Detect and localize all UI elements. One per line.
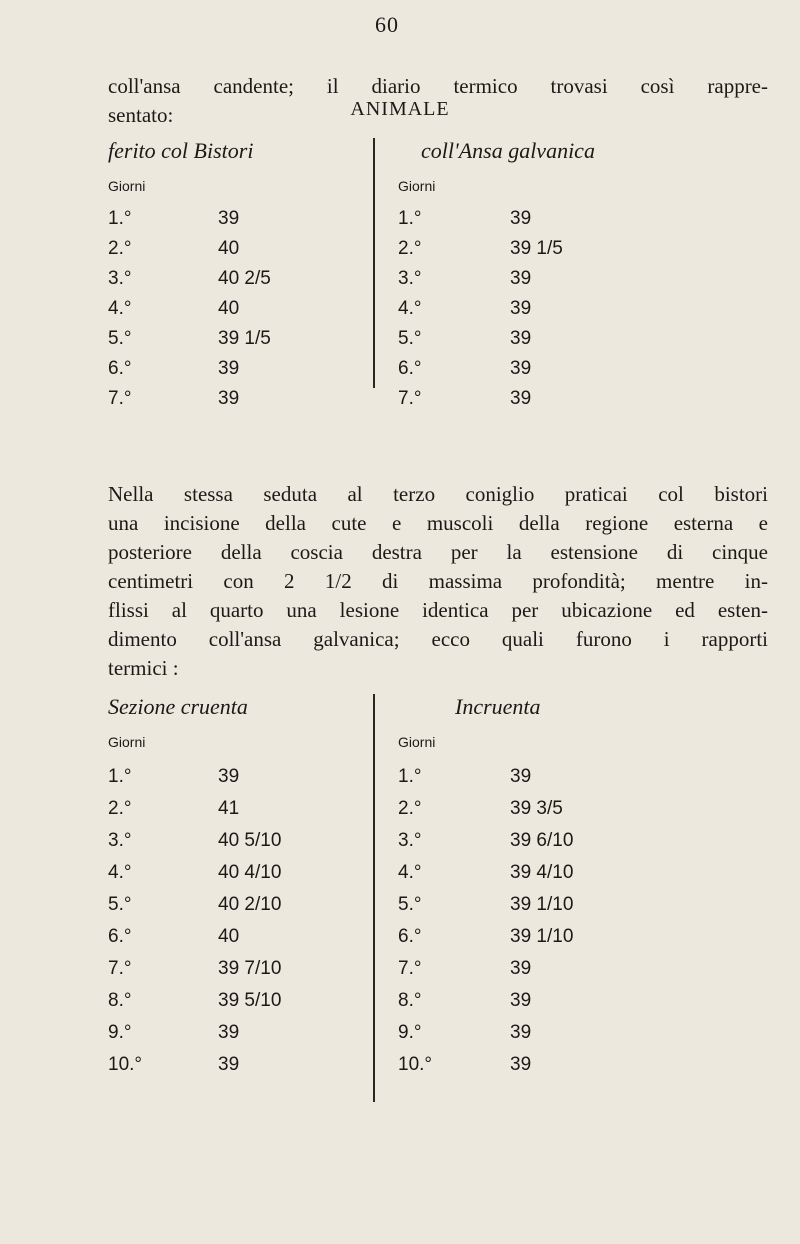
temp-left: 40 bbox=[218, 298, 240, 319]
day-right: 4.° bbox=[398, 298, 422, 319]
temp-left: 39 bbox=[218, 358, 240, 379]
day-right: 6.° bbox=[398, 358, 422, 379]
temp-right: 39 bbox=[510, 298, 532, 319]
day-left: 3.° bbox=[108, 268, 132, 289]
day-right: 5.° bbox=[398, 894, 422, 915]
temp-left: 39 bbox=[218, 1054, 240, 1075]
day-left: 2.° bbox=[108, 798, 132, 819]
table-row bbox=[108, 990, 748, 1020]
day-right: 7.° bbox=[398, 958, 422, 979]
temp-left: 40 5/10 bbox=[218, 830, 282, 851]
day-right: 9.° bbox=[398, 1022, 422, 1043]
day-left: 7.° bbox=[108, 958, 132, 979]
temp-left: 39 bbox=[218, 1022, 240, 1043]
day-left: 8.° bbox=[108, 990, 132, 1011]
day-right: 3.° bbox=[398, 830, 422, 851]
temp-right: 39 4/10 bbox=[510, 862, 574, 883]
temp-right: 39 1/5 bbox=[510, 238, 563, 259]
temp-left: 39 7/10 bbox=[218, 958, 282, 979]
table2-left-title: Sezione cruenta bbox=[108, 694, 248, 719]
page-number: 60 bbox=[375, 12, 399, 37]
table-row bbox=[108, 798, 748, 828]
temp-right: 39 bbox=[510, 990, 532, 1011]
temp-right: 39 bbox=[510, 1054, 532, 1075]
temp-left: 40 2/10 bbox=[218, 894, 282, 915]
table-row bbox=[108, 830, 748, 860]
paragraph-line: centimetri con 2 1/2 di massima profondità; mentre in- bbox=[108, 569, 768, 593]
table1-left-title: ferito col Bistori bbox=[108, 138, 254, 163]
table1-right-subheader: Giorni bbox=[398, 178, 436, 194]
day-left: 6.° bbox=[108, 358, 132, 379]
day-right: 7.° bbox=[398, 388, 422, 409]
temp-right: 39 bbox=[510, 388, 532, 409]
section-label: ANIMALE bbox=[350, 98, 450, 120]
paragraph-line: flissi al quarto una lesione identica per ubicazione ed esten- bbox=[108, 598, 768, 622]
day-left: 9.° bbox=[108, 1022, 132, 1043]
table-row bbox=[108, 268, 748, 298]
temp-left: 39 5/10 bbox=[218, 990, 282, 1011]
day-right: 2.° bbox=[398, 238, 422, 259]
day-right: 5.° bbox=[398, 328, 422, 349]
day-right: 1.° bbox=[398, 766, 422, 787]
day-left: 5.° bbox=[108, 328, 132, 349]
temp-right: 39 1/10 bbox=[510, 926, 574, 947]
temp-left: 39 bbox=[218, 388, 240, 409]
paragraph-line: una incisione della cute e muscoli della regione esterna e bbox=[108, 511, 768, 535]
temp-left: 39 bbox=[218, 766, 240, 787]
body-paragraph bbox=[108, 480, 768, 683]
temp-right: 39 bbox=[510, 328, 532, 349]
temp-right: 39 bbox=[510, 958, 532, 979]
day-left: 6.° bbox=[108, 926, 132, 947]
day-right: 1.° bbox=[398, 208, 422, 229]
temp-right: 39 3/5 bbox=[510, 798, 563, 819]
temp-right: 39 bbox=[510, 208, 532, 229]
temp-right: 39 6/10 bbox=[510, 830, 574, 851]
temperature-table-2 bbox=[108, 694, 748, 1104]
temp-right: 39 bbox=[510, 1022, 532, 1043]
temp-left: 39 1/5 bbox=[218, 328, 271, 349]
day-right: 2.° bbox=[398, 798, 422, 819]
table2-left-subheader: Giorni bbox=[108, 734, 146, 750]
table-row bbox=[108, 926, 748, 956]
day-left: 1.° bbox=[108, 766, 132, 787]
paragraph-line: dimento coll'ansa galvanica; ecco quali furono i rapporti bbox=[108, 627, 768, 651]
temp-right: 39 1/10 bbox=[510, 894, 574, 915]
day-left: 1.° bbox=[108, 208, 132, 229]
day-right: 4.° bbox=[398, 862, 422, 883]
table1-right-title: coll'Ansa galvanica bbox=[421, 138, 595, 163]
temp-right: 39 bbox=[510, 766, 532, 787]
table-row bbox=[108, 862, 748, 892]
table-row bbox=[108, 298, 748, 328]
table-row bbox=[108, 388, 748, 418]
day-right: 3.° bbox=[398, 268, 422, 289]
table-row bbox=[108, 1022, 748, 1052]
table2-right-title: Incruenta bbox=[455, 694, 541, 719]
table2-right-subheader: Giorni bbox=[398, 734, 436, 750]
temp-left: 40 2/5 bbox=[218, 268, 271, 289]
table-row bbox=[108, 894, 748, 924]
day-left: 4.° bbox=[108, 862, 132, 883]
temp-left: 40 bbox=[218, 926, 240, 947]
temp-left: 40 4/10 bbox=[218, 862, 282, 883]
temp-left: 40 bbox=[218, 238, 240, 259]
table-row bbox=[108, 238, 748, 268]
day-left: 3.° bbox=[108, 830, 132, 851]
day-right: 10.° bbox=[398, 1054, 433, 1075]
temp-left: 39 bbox=[218, 208, 240, 229]
day-left: 5.° bbox=[108, 894, 132, 915]
temp-right: 39 bbox=[510, 358, 532, 379]
day-left: 4.° bbox=[108, 298, 132, 319]
table-row bbox=[108, 358, 748, 388]
paragraph-line: Nella stessa seduta al terzo coniglio praticai col bistori bbox=[108, 482, 768, 506]
table-row bbox=[108, 1054, 748, 1084]
day-left: 2.° bbox=[108, 238, 132, 259]
paragraph-line: posteriore della coscia destra per la estensione di cinque bbox=[108, 540, 768, 564]
day-right: 6.° bbox=[398, 926, 422, 947]
intro-line: sentato: bbox=[108, 103, 174, 127]
table-row bbox=[108, 328, 748, 358]
intro-line: coll'ansa candente; il diario termico trovasi così rappre- bbox=[108, 74, 768, 98]
day-left: 7.° bbox=[108, 388, 132, 409]
day-right: 8.° bbox=[398, 990, 422, 1011]
paragraph-line: termici : bbox=[108, 656, 179, 680]
day-left: 10.° bbox=[108, 1054, 143, 1075]
table1-left-subheader: Giorni bbox=[108, 178, 146, 194]
temperature-table-1 bbox=[108, 138, 748, 409]
table-row bbox=[108, 766, 748, 796]
table-row bbox=[108, 208, 748, 238]
temp-left: 41 bbox=[218, 798, 240, 819]
table-row bbox=[108, 958, 748, 988]
temp-right: 39 bbox=[510, 268, 532, 289]
